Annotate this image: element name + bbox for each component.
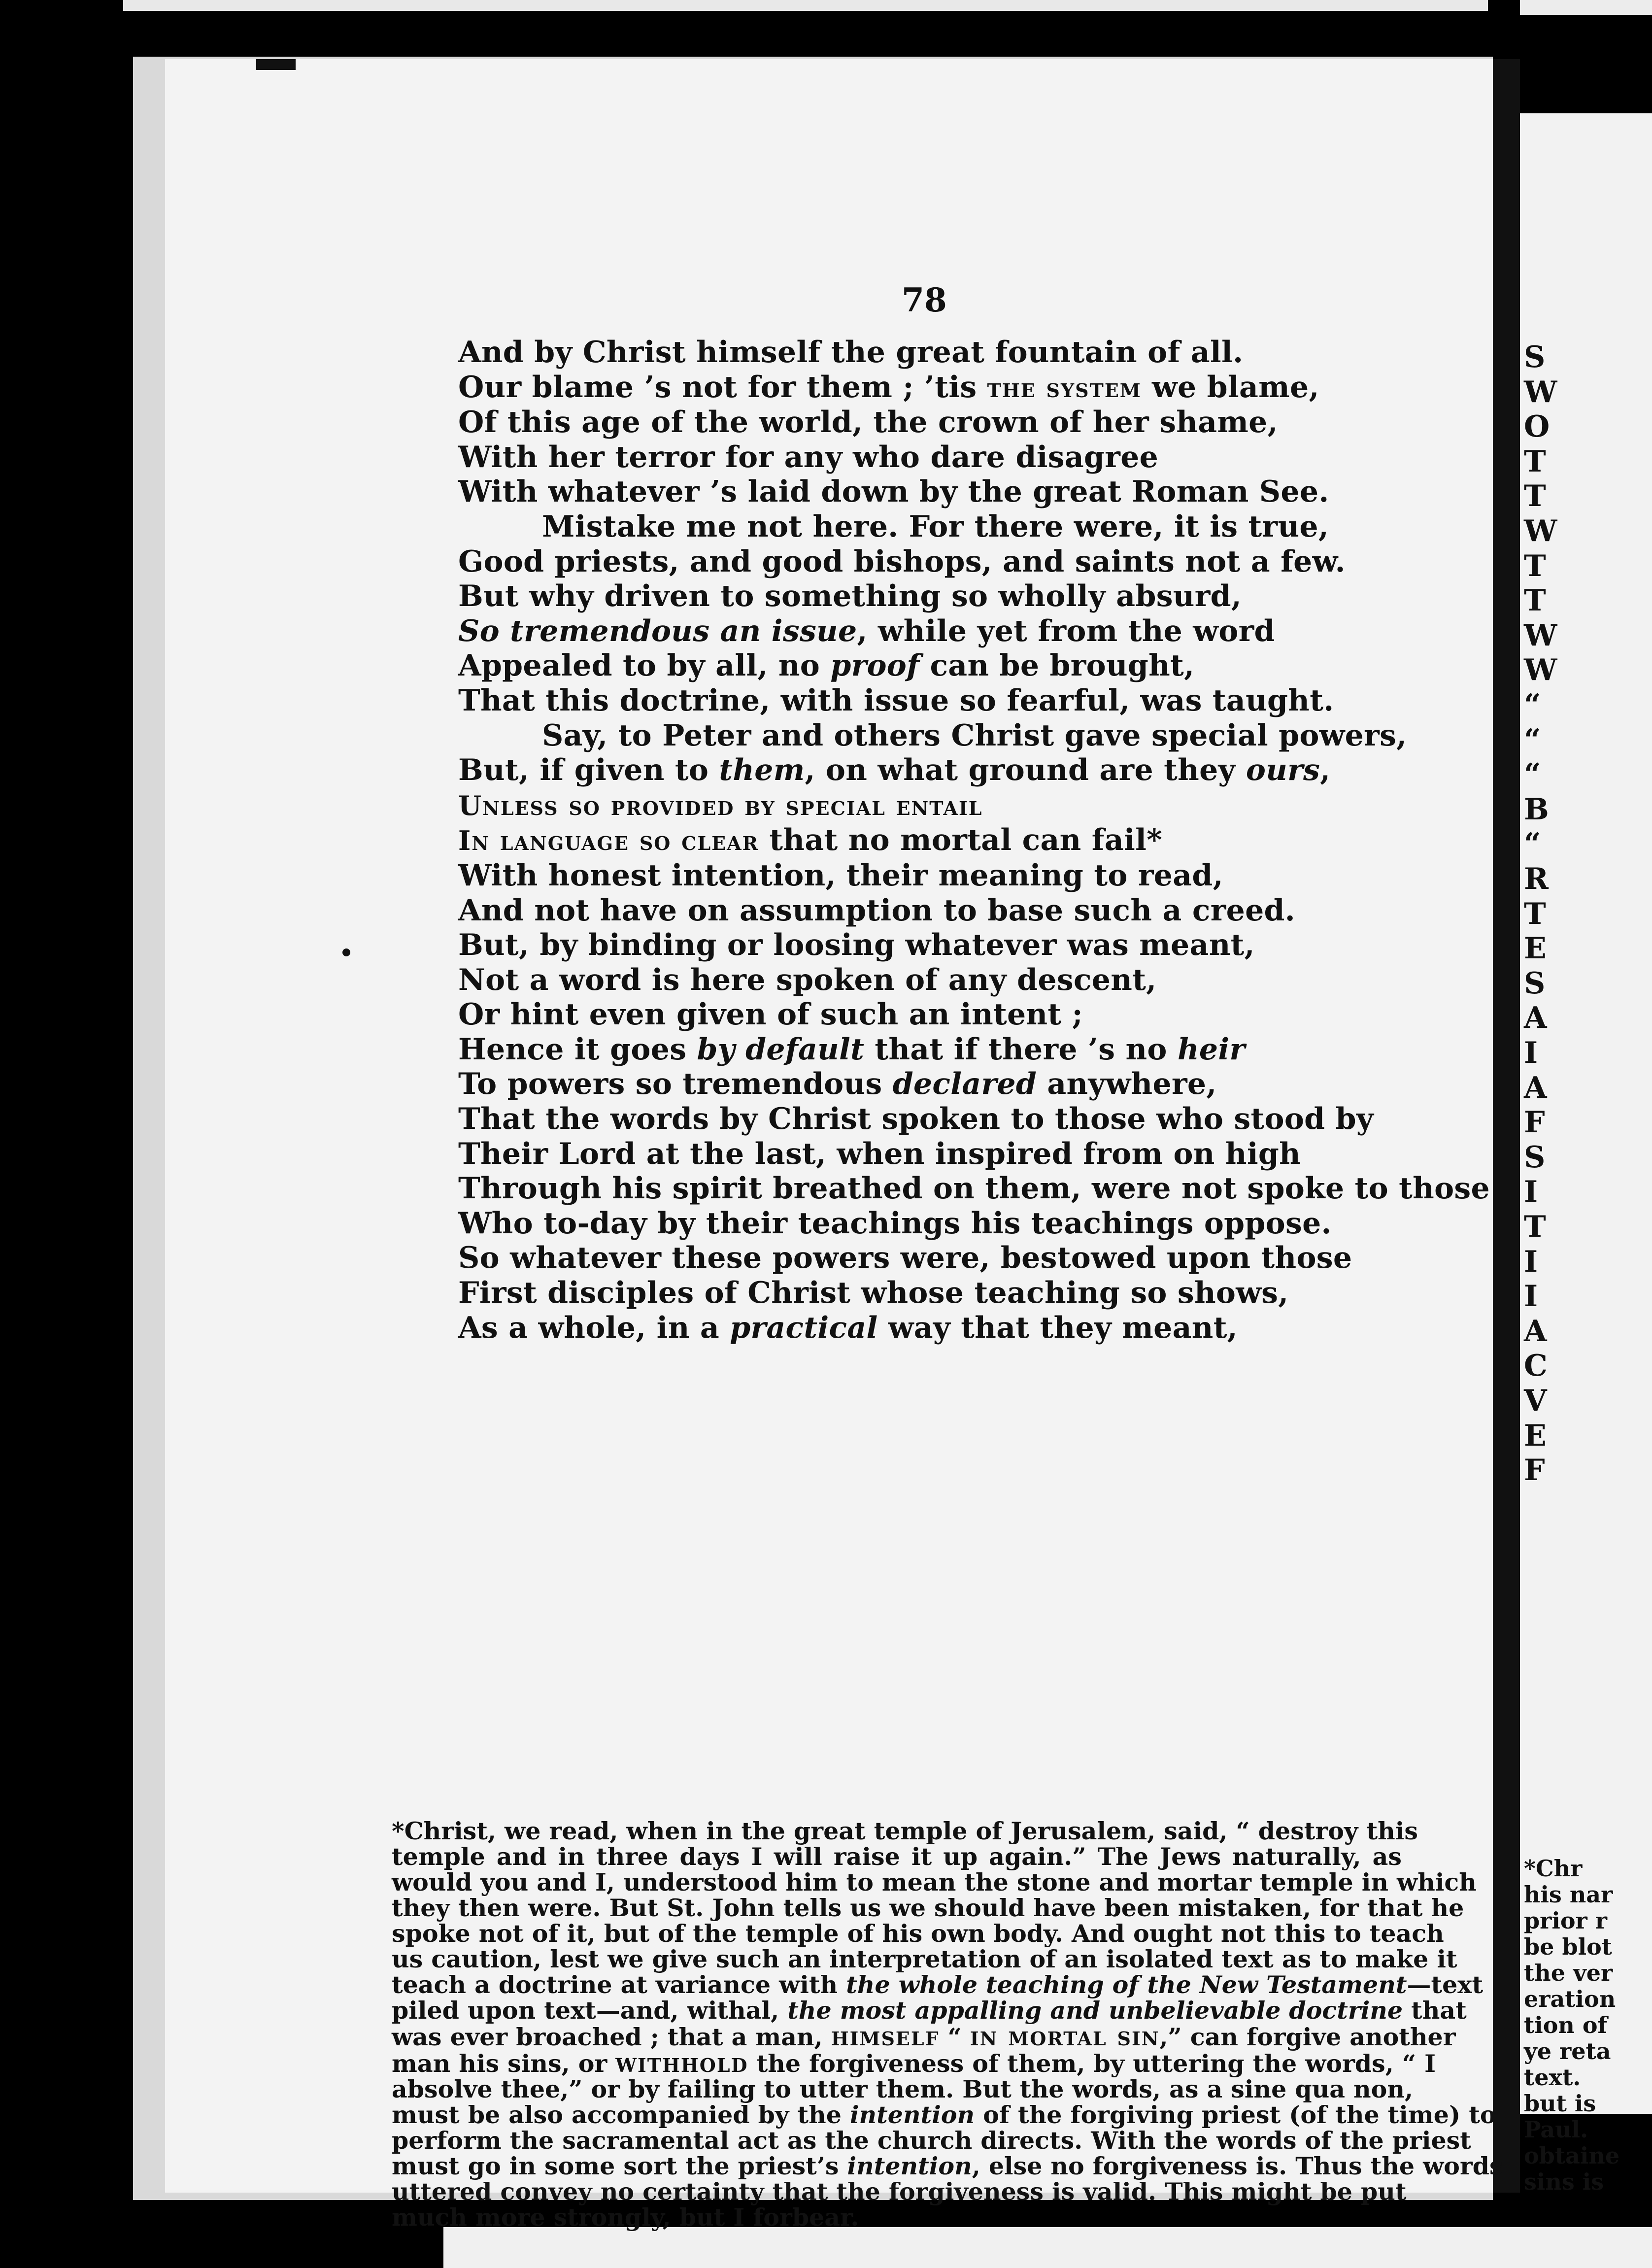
adjacent-line-start: “ [1524,827,1541,862]
text-run: That this doctrine, with issue so fearful, was taught. [458,683,1334,718]
text-run: With her terror for any who dare disagree [458,440,1159,474]
verse-line [458,1137,1453,1172]
text-run: piled upon text—and, withal, [392,1996,788,2025]
adjacent-footnote-line: tion of [1524,2012,1608,2038]
verse-line [458,1276,1453,1311]
verse-line [458,1171,1490,1206]
adjacent-line-start: W [1524,653,1557,688]
adjacent-line-start: C [1524,1349,1548,1384]
adjacent-line-start: T [1524,896,1546,931]
text-run: And not have on assumption to base such a creed. [458,893,1295,928]
text-run: ,” can forgive another [1159,2023,1456,2051]
text-run: anywhere, [1037,1067,1217,1102]
footnote-line [392,2075,1414,2103]
text-run: And by Christ himself the great fountain of all. [458,335,1244,370]
text-run: declared [892,1067,1037,1102]
verse-line [458,858,1453,893]
text-run: practical [730,1310,878,1345]
text-run: But why driven to something so wholly absurd, [458,579,1242,614]
adjacent-line-start: I [1524,1036,1538,1070]
adjacent-line-start: T [1524,1210,1546,1244]
verse-line [458,544,1453,579]
adjacent-line-start: I [1524,1244,1538,1279]
text-run: Our blame ’s not for them ; ’tis [458,370,987,405]
verse-line [458,893,1453,928]
text-run: As a whole, in a [458,1310,730,1345]
text-run: Or hint even given of such an intent ; [458,997,1083,1032]
verse-line [458,370,1453,406]
text-run: Say, to Peter and others Christ gave special powers, [542,718,1407,753]
verse-line [458,753,1453,788]
footnote-line [392,1919,1444,1948]
footnote-line [392,2126,1471,2155]
verse-line [458,928,1453,963]
text-run: Hence it goes [458,1032,697,1067]
text-run: that no mortal can fail* [759,823,1162,858]
adjacent-footnote-line: but is [1524,2090,1596,2117]
adjacent-line-start: S [1524,1140,1546,1175]
text-run: intention [847,2152,972,2180]
text-run: With whatever ’s laid down by the great Roman See. [458,474,1329,509]
text-run: way that they meant, [877,1310,1238,1345]
text-run: they then were. But St. John tells us we should have been mistaken, for that he [392,1894,1464,1922]
text-run: in mortal sin [970,2020,1160,2052]
adjacent-page [1520,113,1652,2195]
adjacent-footnote-line: prior r [1524,1907,1608,1934]
text-run: of the forgiving priest (of the time) to [975,2100,1496,2129]
text-run: uttered convey no certainty that the forgiveness is valid. This might be put [392,2177,1407,2206]
text-run: Who to-day by their teachings his teachings oppose. [458,1206,1332,1241]
adjacent-line-start: T [1524,548,1546,583]
adjacent-line-start: S [1524,340,1546,374]
footnote-line [392,2100,1496,2129]
text-run: heir [1177,1032,1246,1067]
footnote-line [392,1868,1477,1896]
text-run: the whole teaching of the New Testament [846,1970,1407,1999]
text-run: temple and in three days I will raise it up again.” The Jews naturally, as [392,1842,1402,1871]
adjacent-line-start: W [1524,618,1557,653]
text-run: Unless so provided by special entail [458,789,983,821]
verse-line [458,1311,1453,1346]
text-run: That the words by Christ spoken to those who stood by [458,1102,1374,1137]
text-run: ours [1246,753,1320,788]
text-run: spoke not of it, but of the temple of his own body. And ought not this to teach [392,1919,1444,1948]
right-top-edge [1520,0,1652,15]
text-run: To powers so tremendous [458,1067,893,1102]
footnote [392,1817,1503,2232]
adjacent-line-start: I [1524,1175,1538,1210]
text-run: the forgiveness of them, by uttering the words, “ I [748,2049,1436,2078]
adjacent-footnote-line: obtaine [1524,2142,1620,2169]
text-run: withhold [615,2047,748,2078]
footnote-line [392,2177,1407,2206]
adjacent-line-start: A [1524,1001,1547,1036]
verse-body [458,335,1490,1345]
adjacent-line-start: A [1524,1070,1547,1105]
text-run: the system [987,372,1142,404]
text-run: “ [939,2023,970,2051]
verse-line [458,823,1453,858]
bottom-page-edge [443,2227,1652,2268]
verse-line [458,474,1453,509]
text-run: teach a doctrine at variance with [392,1970,846,1999]
verse-line [458,440,1453,475]
footnote-line [392,2204,1402,2230]
adjacent-line-start: “ [1524,757,1541,792]
footnote-line [392,1996,1467,2025]
adjacent-footnote-line: *Chr [1524,1855,1583,1882]
verse-line [458,509,1453,544]
footnote-line [392,1894,1464,1922]
adjacent-footnote-line: eration [1524,1986,1616,2012]
text-run: With honest intention, their meaning to read, [458,858,1223,893]
text-run: Of this age of the world, the crown of her shame, [458,405,1278,440]
verse-line [458,788,1453,823]
text-run: In language so clear [458,825,759,857]
text-run: intention [849,2100,975,2129]
footnote-line [392,1945,1457,1973]
verse-line [458,1032,1453,1067]
adjacent-line-start: T [1524,444,1546,479]
adjacent-line-start: A [1524,1314,1547,1349]
text-run: Mistake me not here. For there were, it is true, [542,509,1329,544]
text-run: by default [697,1032,865,1067]
text-run: himself [831,2020,940,2052]
text-run: Appealed to by all, no [458,648,831,683]
text-run: proof [830,648,920,683]
text-run: But, by binding or loosing whatever was meant, [458,928,1255,963]
text-run: the most appalling and unbelievable doctrine [787,1996,1403,2025]
text-run: must be also accompanied by the [392,2100,850,2129]
verse-line [458,648,1453,683]
text-run: Good priests, and good bishops, and saints not a few. [458,544,1346,579]
text-run: must go in some sort the priest’s [392,2152,847,2180]
verse-line [458,614,1453,649]
text-run: Not a word is here spoken of any descent, [458,962,1157,997]
footnote-line [392,2020,1456,2052]
text-run: , else no forgiveness is. Thus the words [972,2152,1503,2180]
text-run: *Christ, we read, when in the great temple of Jerusalem, said, “ destroy this [392,1817,1418,1845]
verse-line [458,1206,1453,1241]
top-page-edge [123,0,1488,11]
text-run: we blame, [1141,370,1319,405]
adjacent-line-start: S [1524,966,1546,1001]
adjacent-line-start: E [1524,1418,1547,1453]
verse-line [458,718,1453,753]
text-run: much more strongly, but I forbear. [392,2203,859,2232]
text-run: Through his spirit breathed on them, were not spoke to those [458,1171,1490,1206]
adjacent-line-start: T [1524,583,1546,618]
footnote-line [392,2047,1436,2078]
dot-mark [342,948,350,956]
text-run: , while yet from the word [857,613,1275,648]
adjacent-line-start: W [1524,514,1557,548]
verse-line [458,579,1453,614]
adjacent-footnote-line: text. [1524,2064,1581,2091]
footnote-line [392,1970,1483,1999]
footnote-line [392,1844,1402,1869]
text-run: So tremendous an issue [458,613,857,648]
verse-line [458,997,1453,1032]
adjacent-line-start: T [1524,479,1546,514]
adjacent-line-start: F [1524,1105,1545,1140]
verse-line [458,405,1453,440]
text-run: would you and I, understood him to mean the stone and mortar temple in which [392,1868,1477,1896]
text-run: us caution, lest we give such an interpretation of an isolated text as to make it [392,1945,1457,1973]
text-run: can be brought, [919,648,1195,683]
adjacent-footnote-line: the ver [1524,1960,1613,1986]
adjacent-footnote-line: sins is [1524,2168,1604,2195]
adjacent-line-start: O [1524,409,1550,444]
text-run: But, if given to [458,753,719,788]
adjacent-footnote-line: Paul. [1524,2116,1588,2143]
footnote-line [392,2152,1503,2180]
verse-line [458,1102,1453,1137]
text-run: was ever broached ; that a man, [392,2023,831,2051]
adjacent-line-start: W [1524,374,1557,409]
adjacent-line-start: B [1524,792,1549,827]
adjacent-line-start: I [1524,1279,1538,1314]
adjacent-line-start: “ [1524,722,1541,757]
verse-line [458,683,1453,718]
verse-line [458,1241,1453,1276]
text-run: perform the sacramental act as the church directs. With the words of the priest [392,2126,1471,2155]
adjacent-footnote-line: his nar [1524,1881,1613,1908]
text-run: man his sins, or [392,2049,616,2078]
text-run: First disciples of Christ whose teaching so shows, [458,1276,1289,1311]
text-run: that if there ’s no [864,1032,1178,1067]
adjacent-line-start: R [1524,862,1549,896]
text-run: that [1403,1996,1467,2025]
adjacent-line-start: E [1524,931,1547,966]
verse-line [458,963,1453,998]
book-spine [1493,59,1520,2193]
footnote-line [392,1817,1418,1845]
verse-line [458,1067,1453,1102]
adjacent-line-start: “ [1524,688,1541,722]
adjacent-footnote-line: ye reta [1524,2038,1611,2065]
corner-ink-mark [256,59,296,70]
text-run: , [1320,753,1331,788]
text-run: Their Lord at the last, when inspired from on high [458,1136,1301,1171]
verse-line [458,335,1453,370]
page-number: 78 [902,281,947,319]
text-run: absolve thee,” or by failing to utter them. But the words, as a sine qua non, [392,2075,1414,2103]
text-run: them [719,753,805,788]
adjacent-footnote-line: be blot [1524,1933,1613,1960]
text-run: —text [1407,1970,1483,1999]
text-run: , on what ground are they [805,753,1246,788]
adjacent-line-start: F [1524,1453,1545,1488]
text-run: So whatever these powers were, bestowed upon those [458,1241,1352,1276]
adjacent-line-start: V [1524,1384,1547,1418]
